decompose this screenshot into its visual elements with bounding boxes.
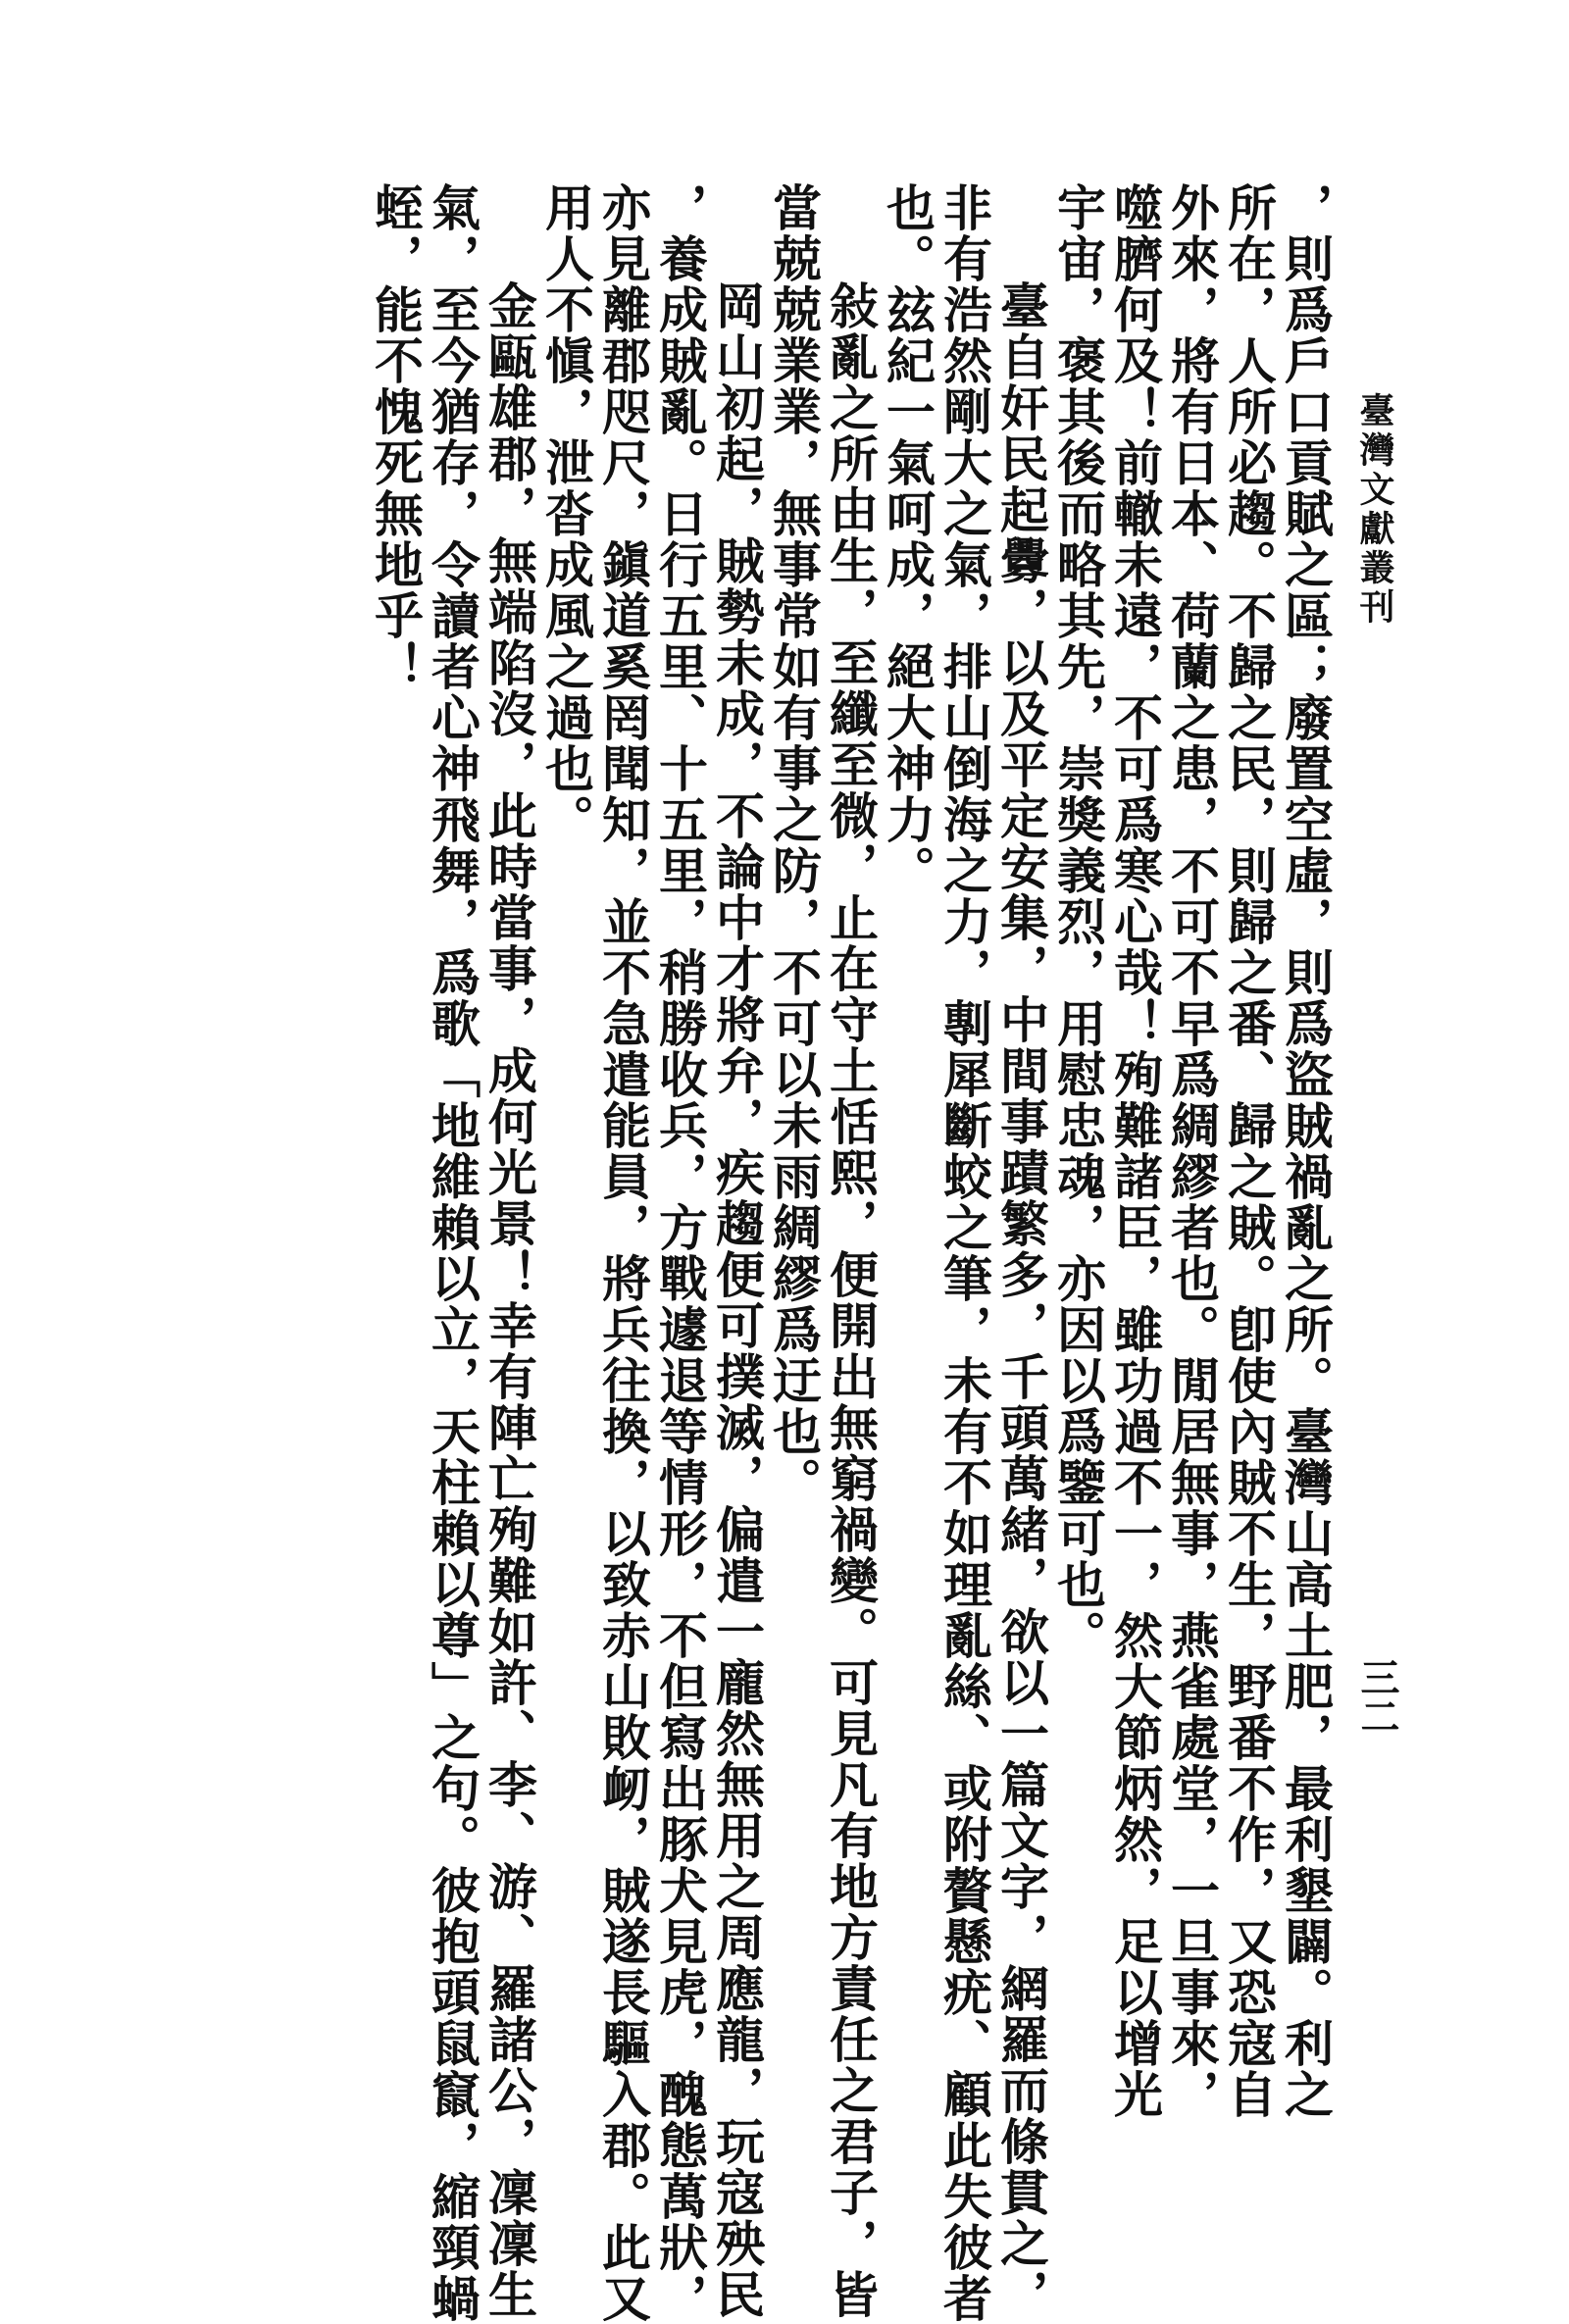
- text-column-paragraph-start: 金甌雄郡，無端陷沒，此時當事，成何光景！幸有陣亡殉難如許、李、游、羅諸公，凜凜生: [481, 280, 538, 2320]
- text-column: ，則爲戶口貢賦之區；廢置空虛，則爲盜賊禍亂之所。臺灣山高土肥，最利墾闢。利之: [1277, 182, 1335, 2120]
- text-column-paragraph-start: 敍亂之所由生，至纖至微，止在守土恬熙，便開出無窮禍變。可見凡有地方責任之君子，皆: [822, 280, 880, 2320]
- text-column: 蛭，能不愧死無地乎！: [367, 182, 425, 692]
- text-column: 外來，將有日本、荷蘭之患，不可不早爲綢繆者也。閒居無事，燕雀處堂，一旦事來，: [1163, 182, 1221, 2120]
- vertical-body-text: [367, 182, 1335, 2324]
- text-column: ，養成賊亂。日行五里、十五里，稍勝收兵，方戰遽退等情形，不但寫出豚犬見虎，醜態萬狀，: [651, 182, 709, 2324]
- running-header-title: 臺灣文獻叢刊: [1354, 392, 1395, 628]
- text-column: 也。玆紀一氣呵成，絕大神力。: [879, 182, 936, 896]
- text-column: 用人不愼，泄沓成風之過也。: [537, 182, 595, 845]
- text-column: 所在，人所必趨。不歸之民，則歸之番、歸之賊。卽使內賊不生，野番不作，又恐寇自: [1220, 182, 1278, 2120]
- text-column: 噬臍何及！前轍未遠，不可爲寒心哉！殉難諸臣，雖功過不一，然大節炳然，足以增光: [1106, 182, 1164, 2120]
- text-column: 非有浩然剛大之氣，排山倒海之力，剸犀斷蛟之筆，未有不如理亂絲、或附贅懸疣、顧此失彼者: [936, 182, 993, 2324]
- text-column: 氣，至今猶存，令讀者心神飛舞，爲歌「地維賴以立，天柱賴以尊」之句。彼抱頭鼠竄，縮頸蝸: [424, 182, 481, 2324]
- page-number: 三二: [1354, 1657, 1400, 1736]
- text-column: 宇宙，褒其後而略其先，崇獎義烈，用慰忠魂，亦因以爲鑒可也。: [1049, 182, 1107, 1661]
- text-column-paragraph-start: 岡山初起，賊勢未成，不論中才將弁，疾趨便可撲滅，偏遣一龐然無用之周應龍，玩寇殃民: [708, 280, 766, 2320]
- text-column: 亦見離郡咫尺，鎭道奚罔聞知，並不急遣能員，將兵往換，以致赤山敗衂，賊遂長驅入郡。此又: [594, 182, 652, 2324]
- text-column: 當兢兢業業，無事常如有事之防，不可以未雨綢繆爲迂也。: [765, 182, 823, 1508]
- text-column-paragraph-start: 臺自奸民起釁，以及平定安集，中間事蹟繁多，千頭萬緒，欲以一篇文字，網羅而條貫之，: [992, 280, 1050, 2320]
